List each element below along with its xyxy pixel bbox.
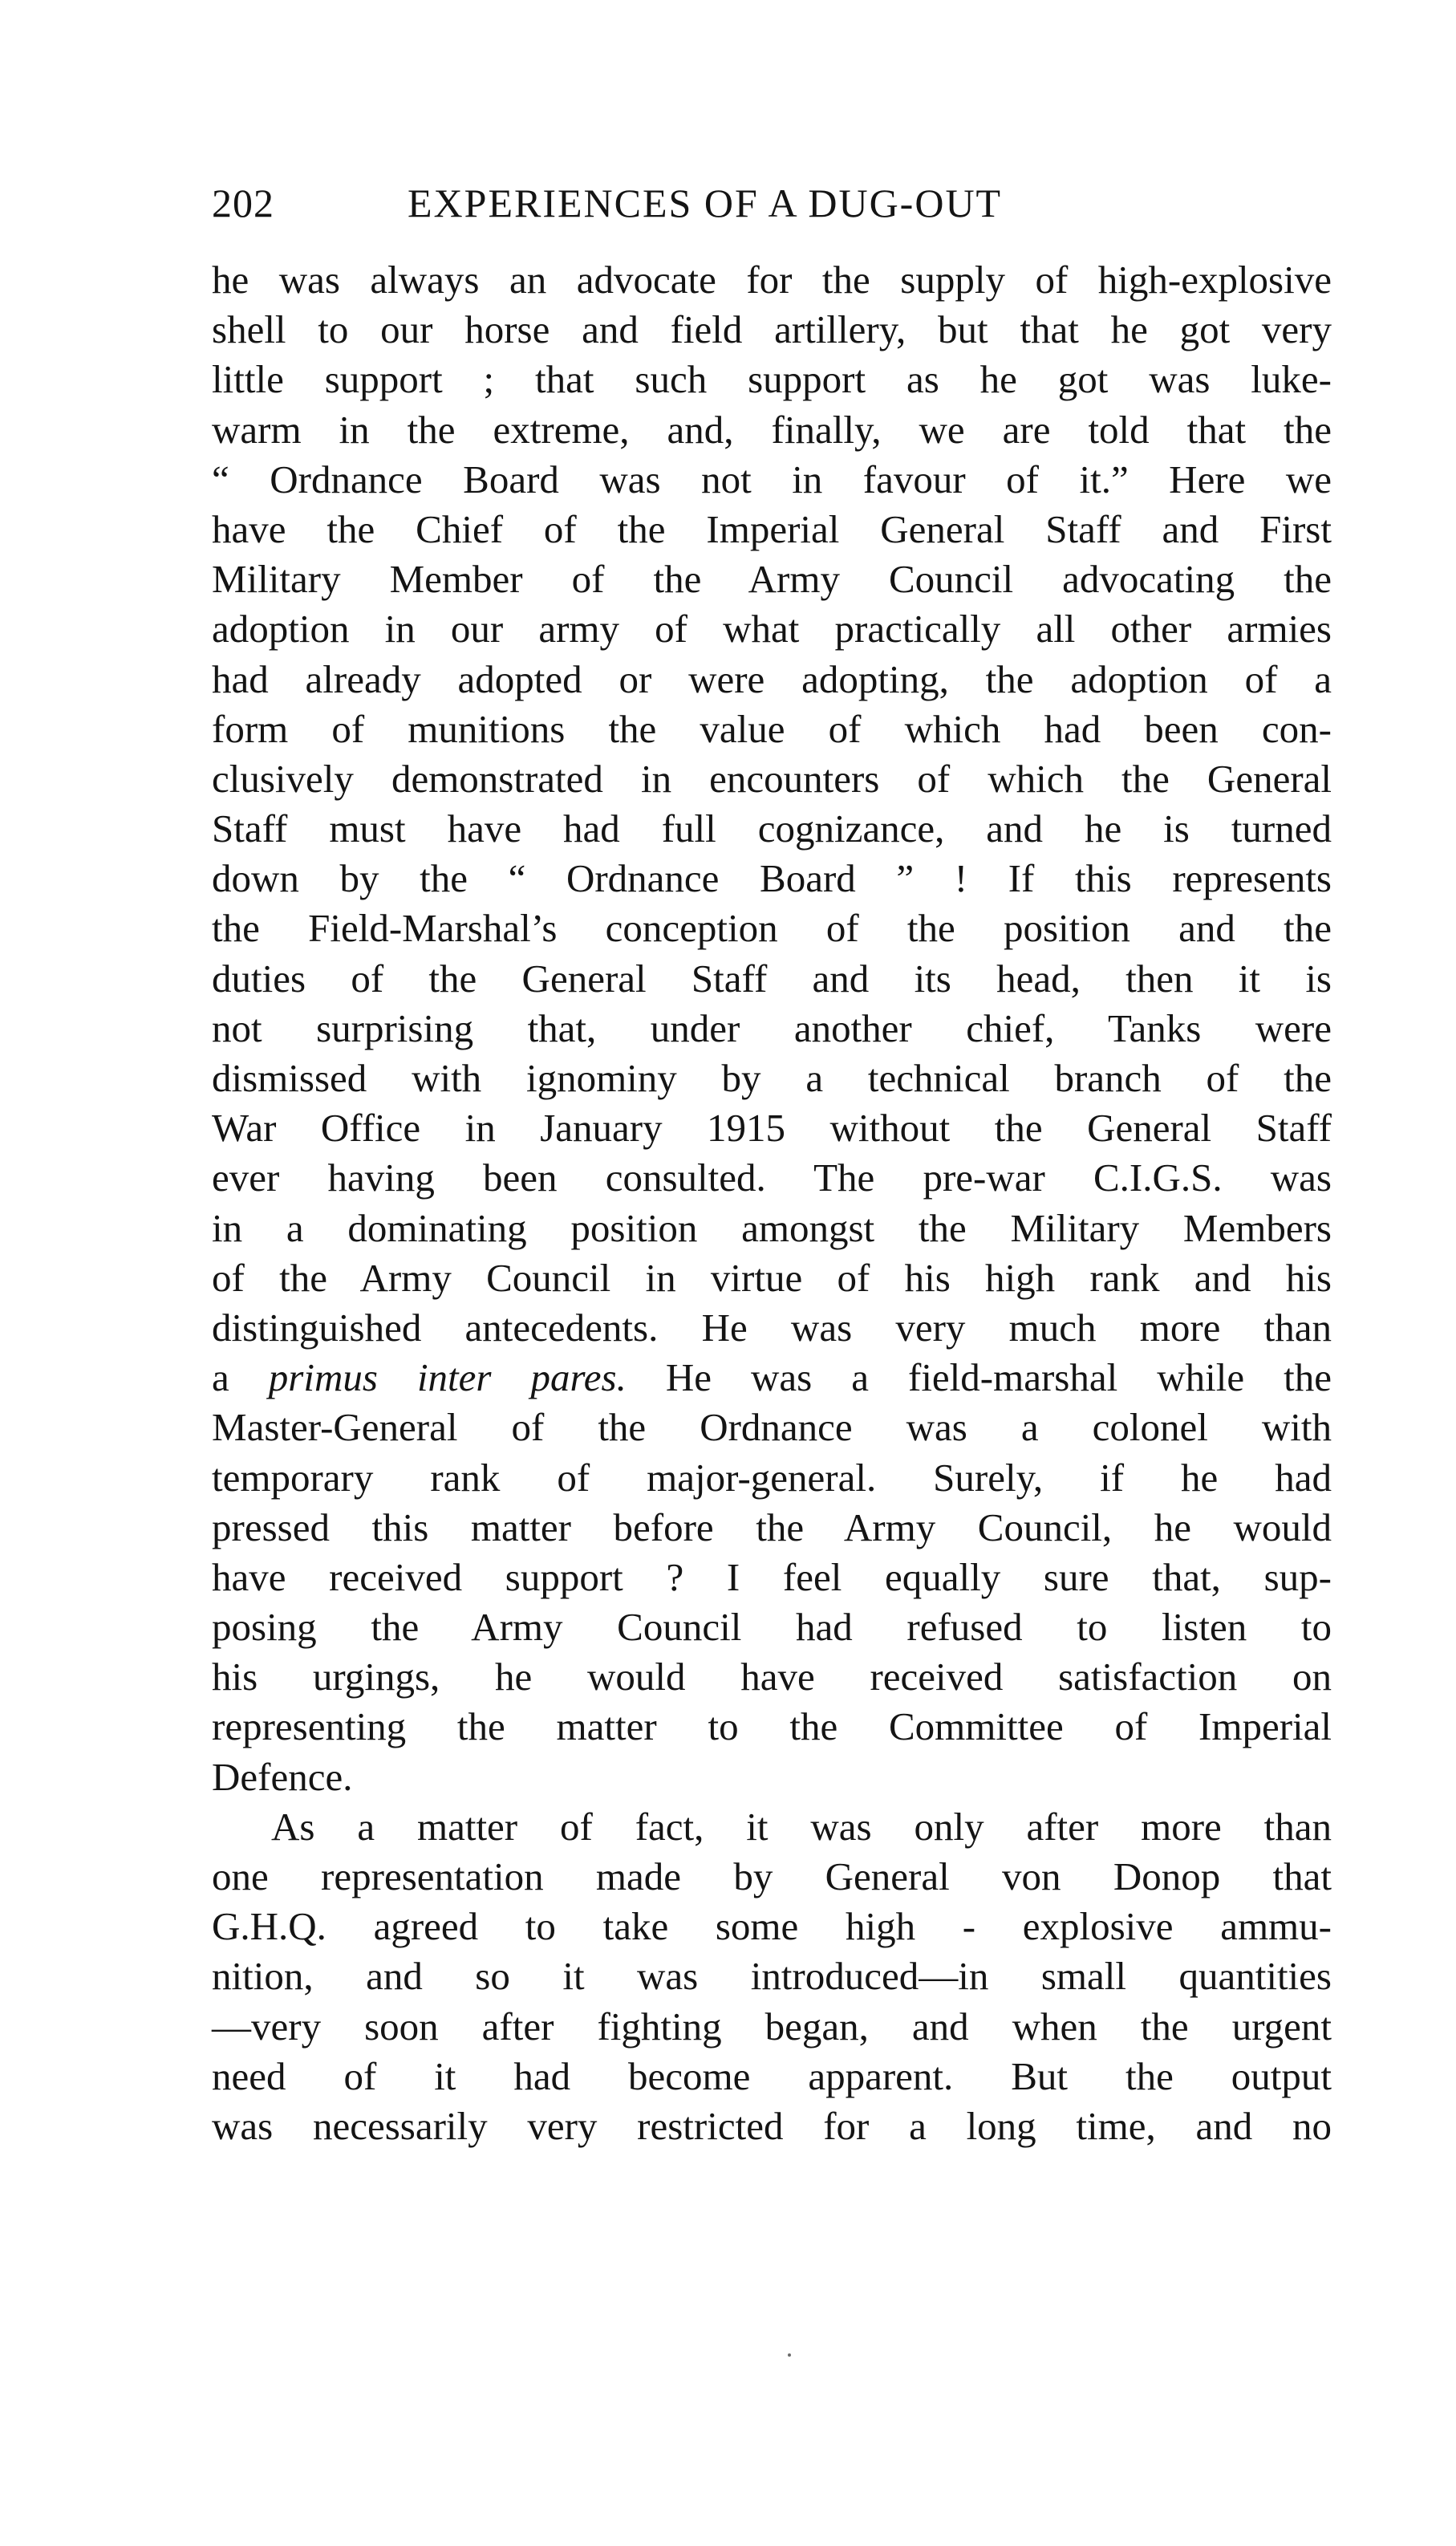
- print-speck: [788, 2353, 791, 2357]
- text-line: in a dominating position amongst the Military Members: [212, 1205, 1332, 1250]
- text-segment: He was a field-marshal while the: [626, 1355, 1332, 1400]
- text-line: of the Army Council in virtue of his high rank and his: [212, 1255, 1332, 1300]
- text-line: the Field-Marshal’s conception of the position and the: [212, 906, 1332, 951]
- text-line: need of it had become apparent. But the output: [212, 2053, 1332, 2098]
- running-title: EXPERIENCES OF A DUG-OUT: [408, 181, 1003, 225]
- text-line: “ Ordnance Board was not in favour of it.” Here we: [212, 457, 1332, 501]
- body-text: [212, 255, 1332, 2151]
- text-line: —very soon after fighting began, and when the urgent: [212, 2004, 1332, 2049]
- text-line: not surprising that, under another chief, Tanks were: [212, 1005, 1332, 1050]
- page-number: 202: [212, 181, 274, 225]
- text-line: clusively demonstrated in encounters of which the General: [212, 756, 1332, 801]
- text-line: distinguished antecedents. He was very much more than: [212, 1305, 1332, 1350]
- text-line: nition, and so it was introduced—in small quantities: [212, 1954, 1332, 1999]
- text-line: duties of the General Staff and its head, then it is: [212, 956, 1332, 1001]
- text-line: warm in the extreme, and, finally, we are told that the: [212, 407, 1332, 452]
- text-line: was necessarily very restricted for a long time, and no: [212, 2103, 1332, 2148]
- text-line: form of munitions the value of which had been con-: [212, 706, 1332, 751]
- text-line: Staff must have had full cognizance, and he is turned: [212, 806, 1332, 851]
- text-line: posing the Army Council had refused to listen to: [212, 1605, 1332, 1650]
- text-line: have the Chief of the Imperial General Staff and First: [212, 506, 1332, 551]
- text-line: had already adopted or were adopting, the adoption of a: [212, 656, 1332, 701]
- text-line: little support ; that such support as he got was luke-: [212, 357, 1332, 402]
- text-line: have received support ? I feel equally sure that, sup-: [212, 1554, 1332, 1599]
- text-line: dismissed with ignominy by a technical branch of the: [212, 1056, 1332, 1100]
- paragraph-start-line: As a matter of fact, it was only after more than: [271, 1804, 1332, 1849]
- paragraph-end-line: Defence.: [212, 1754, 353, 1799]
- running-head: [212, 175, 1335, 231]
- text-line: shell to our horse and field artillery, but that he got very: [212, 307, 1332, 352]
- text-line: he was always an advocate for the supply of high-explosive: [212, 258, 1332, 302]
- text-line: ever having been consulted. The pre-war C.I.G.S. was: [212, 1155, 1332, 1200]
- text-line: one representation made by General von Donop that: [212, 1854, 1332, 1898]
- text-line: G.H.Q. agreed to take some high - explosive ammu-: [212, 1904, 1332, 1949]
- text-line-with-italic: [212, 1353, 1332, 1403]
- text-line: War Office in January 1915 without the General Staff: [212, 1106, 1332, 1151]
- italic-phrase: primus inter pares.: [268, 1355, 627, 1400]
- text-line: representing the matter to the Committee of Imperial: [212, 1704, 1332, 1749]
- text-line: temporary rank of major-general. Surely, if he had: [212, 1455, 1332, 1500]
- text-line: adoption in our army of what practically all other armies: [212, 607, 1332, 652]
- text-line: down by the “ Ordnance Board ” ! If this represents: [212, 856, 1332, 901]
- text-segment: a: [212, 1355, 269, 1400]
- text-line: his urgings, he would have received satisfaction on: [212, 1655, 1332, 1699]
- text-line: pressed this matter before the Army Council, he would: [212, 1504, 1332, 1549]
- text-line: Master-General of the Ordnance was a colonel with: [212, 1405, 1332, 1450]
- text-line: Military Member of the Army Council advocating the: [212, 557, 1332, 602]
